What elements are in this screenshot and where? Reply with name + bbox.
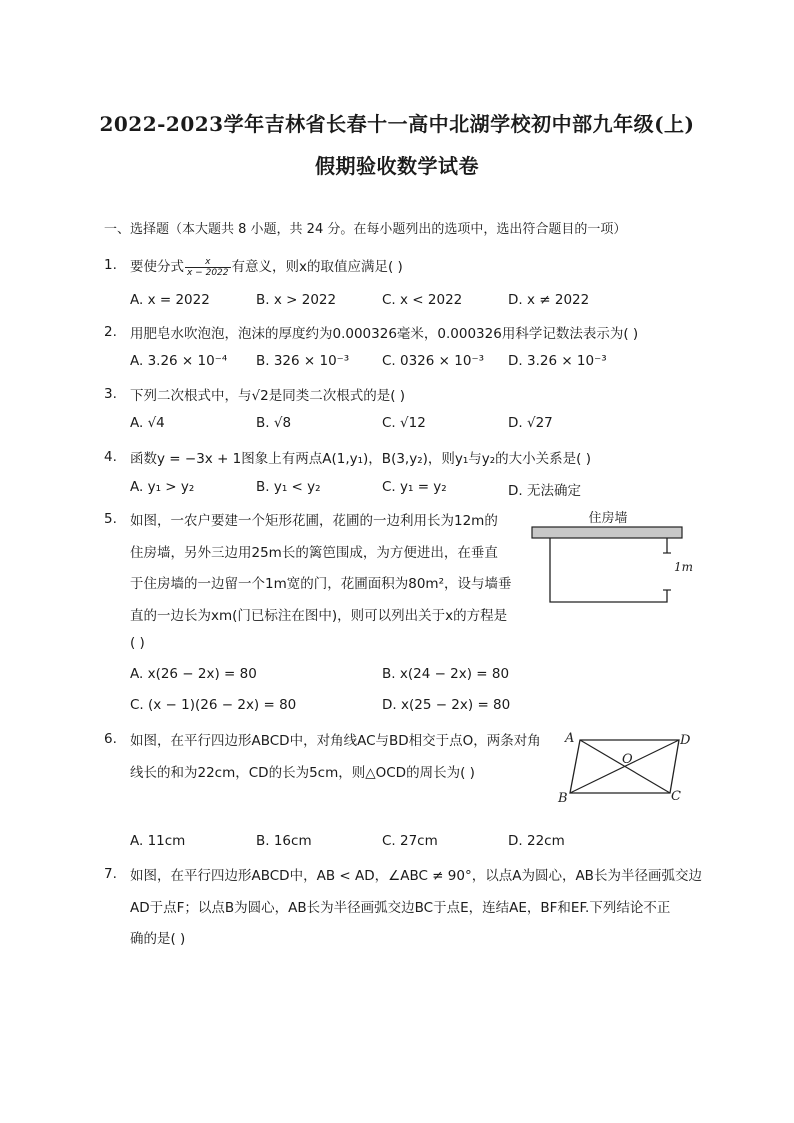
- option-a: A. 3.26 × 10⁻⁴: [130, 353, 228, 369]
- fraction: [185, 257, 231, 278]
- question-number: 7.: [104, 866, 117, 882]
- option-c: C. 27cm: [382, 833, 438, 849]
- option-b: B. y₁ < y₂: [256, 479, 321, 495]
- question-number: 4.: [104, 449, 117, 465]
- option-c: C. x < 2022: [382, 292, 463, 308]
- option-a: A. x(26 − 2x) = 80: [130, 666, 257, 682]
- question-4-text: 函数y = −3x + 1图象上有两点A(1,y₁)，B(3,y₂)，则y₁与y₂的大小关系是( ): [130, 451, 592, 467]
- option-d: D. √27: [508, 415, 553, 431]
- option-b: B. 326 × 10⁻³: [256, 353, 350, 369]
- vertex-c-label: C: [671, 789, 681, 804]
- vertex-d-label: D: [680, 733, 691, 748]
- option-a: A. y₁ > y₂: [130, 479, 195, 495]
- option-a: A. √4: [130, 415, 165, 431]
- door-label: 1m: [674, 560, 694, 574]
- question-1-text: [130, 255, 403, 278]
- question-6-line: 如图，在平行四边形ABCD中，对角线AC与BD相交于点O，两条对角: [130, 733, 541, 749]
- question-5-line: 住房墙，另外三边用25m长的篱笆围成，为方便进出，在垂直: [130, 545, 498, 561]
- question-7-line: 确的是( ): [130, 931, 186, 947]
- question-number: 6.: [104, 731, 117, 747]
- option-a: A. x = 2022: [130, 292, 210, 308]
- wall-bar: [532, 527, 682, 538]
- question-1-post: 有意义，则x的取值应满足( ): [231, 259, 403, 275]
- option-b: B. √8: [256, 415, 292, 431]
- option-d: D. 3.26 × 10⁻³: [508, 353, 607, 369]
- question-2-text: 用肥皂水吹泡泡，泡沫的厚度约为0.000326毫米，0.000326用科学记数法表示为( ): [130, 326, 639, 342]
- question-number: 1.: [104, 257, 117, 273]
- center-o-label: O: [622, 752, 633, 767]
- option-b: B. x(24 − 2x) = 80: [382, 666, 510, 682]
- option-d: D. x(25 − 2x) = 80: [382, 697, 511, 713]
- option-b: B. x > 2022: [256, 292, 337, 308]
- question-5-line: 于住房墙的一边留一个1m宽的门，花圃面积为80m²，设与墙垂: [130, 576, 512, 592]
- question-5-line: 如图，一农户要建一个矩形花圃，花圃的一边利用长为12m的: [130, 513, 498, 529]
- option-d: D. 22cm: [508, 833, 565, 849]
- fraction-numerator: x: [185, 257, 231, 268]
- question-3-text: 下列二次根式中，与√2是同类二次根式的是( ): [130, 388, 406, 404]
- vertex-a-label: A: [565, 731, 575, 746]
- option-d: D. 无法确定: [508, 483, 581, 499]
- question-number: 5.: [104, 511, 117, 527]
- option-c: C. 0326 × 10⁻³: [382, 353, 484, 369]
- question-7-line: 如图，在平行四边形ABCD中，AB < AD，∠ABC ≠ 90°，以点A为圆心，AB长为半径画弧交边: [130, 868, 702, 884]
- section-heading: 一、选择题（本大题共 8 小题，共 24 分。在每小题列出的选项中，选出符合题目的一项）: [104, 222, 627, 237]
- option-b: B. 16cm: [256, 833, 312, 849]
- option-c: C. (x − 1)(26 − 2x) = 80: [130, 697, 297, 713]
- question-7-line: AD于点F；以点B为圆心，AB长为半径画弧交边BC于点E，连结AE，BF和EF.下列结论不正: [130, 900, 671, 916]
- question-number: 3.: [104, 386, 117, 402]
- option-d: D. x ≠ 2022: [508, 292, 590, 308]
- exam-title-line2: 假期验收数学试卷: [315, 154, 479, 178]
- question-5-line: 直的一边长为xm(门已标注在图中)，则可以列出关于x的方程是: [130, 608, 508, 624]
- question-1-pre: 要使分式: [130, 259, 184, 275]
- question-5-line: ( ): [130, 635, 145, 651]
- exam-title-line1: 2022-2023学年吉林省长春十一高中北湖学校初中部九年级(上): [99, 112, 695, 136]
- wall-label: 住房墙: [588, 511, 628, 526]
- vertex-b-label: B: [558, 791, 568, 806]
- fence-outline: [550, 538, 667, 602]
- garden-figure: [526, 506, 696, 610]
- option-a: A. 11cm: [130, 833, 186, 849]
- question-6-line: 线长的和为22cm，CD的长为5cm，则△OCD的周长为( ): [130, 765, 475, 781]
- question-number: 2.: [104, 324, 117, 340]
- parallelogram-figure: [556, 728, 696, 808]
- fraction-denominator: x − 2022: [187, 267, 229, 278]
- option-c: C. √12: [382, 415, 426, 431]
- option-c: C. y₁ = y₂: [382, 479, 447, 495]
